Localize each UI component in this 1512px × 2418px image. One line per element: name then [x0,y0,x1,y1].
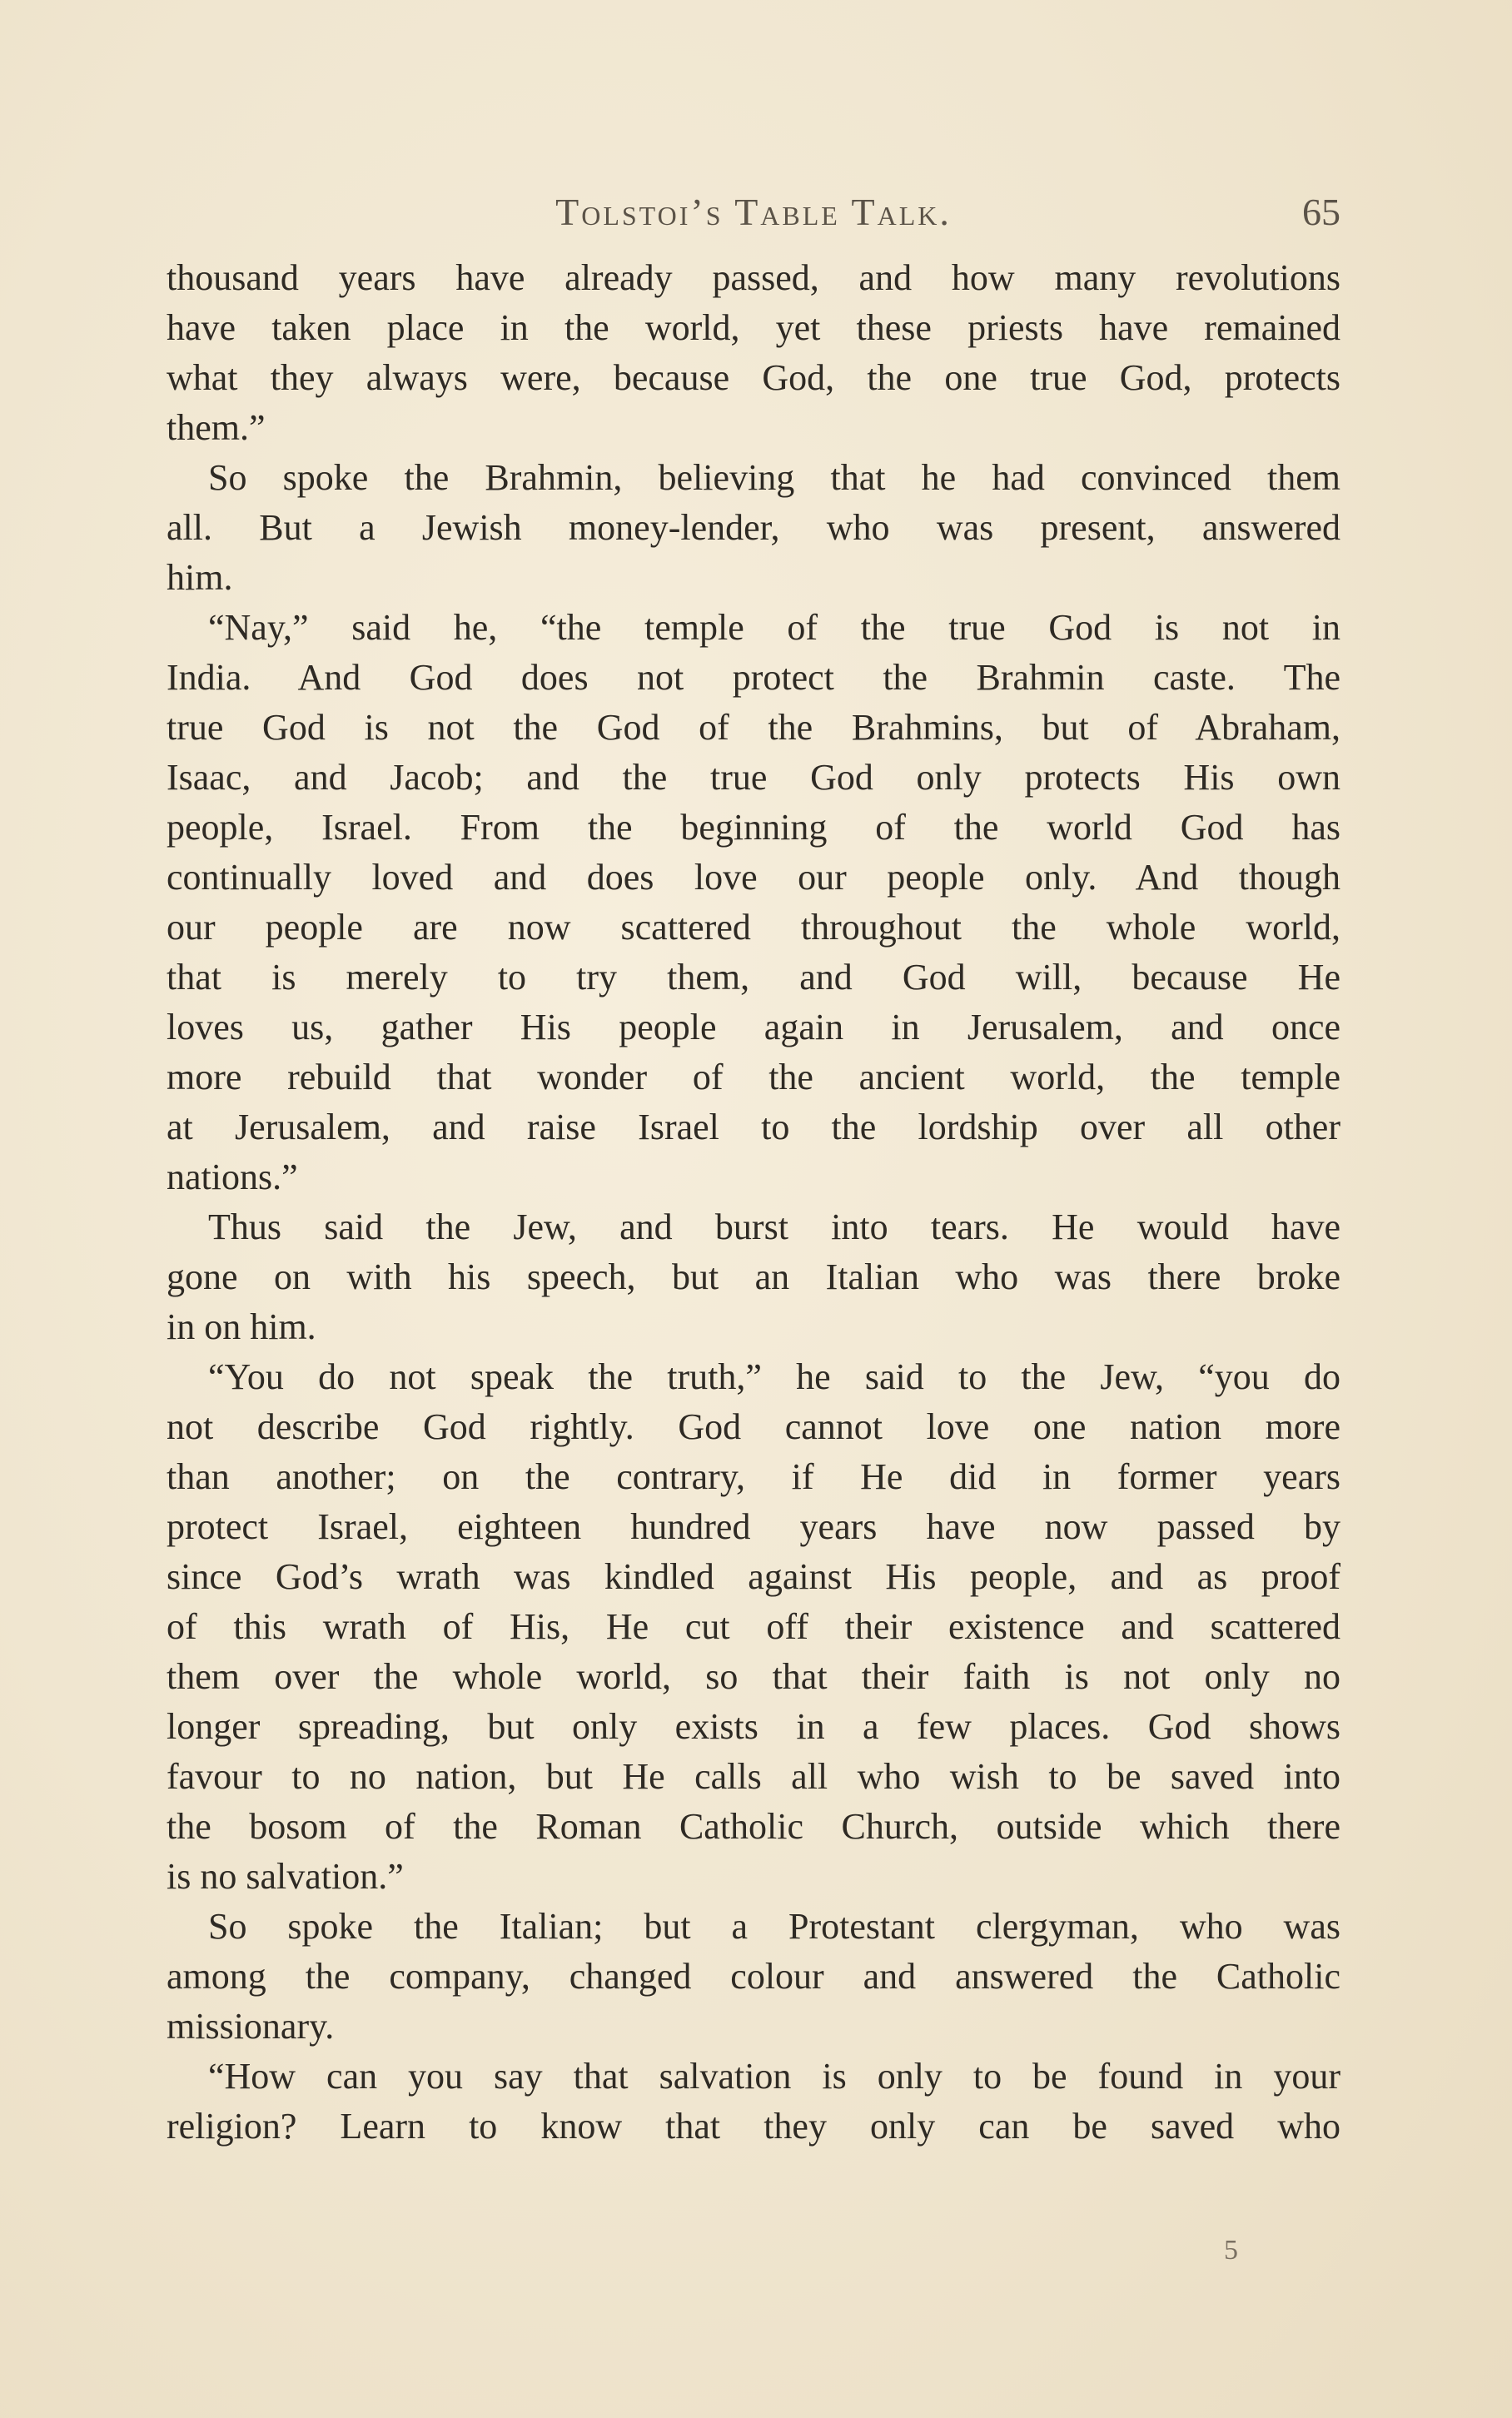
text-line: people, Israel. From the beginning of the world God has [167,807,1340,848]
text-line: not describe God rightly. God cannot love one nation more [167,1406,1340,1447]
text-line: more rebuild that wonder of the ancient world, the temple [167,1057,1340,1097]
text-line: gone on with his speech, but an Italian who was there broke [167,1256,1340,1297]
text-line: religion? Learn to know that they only can be saved who [167,2106,1340,2147]
text-line: have taken place in the world, yet these priests have remained [167,307,1340,348]
running-head [167,190,1340,240]
text-line: So spoke the Italian; but a Protestant clergyman, who was [208,1906,1340,1947]
text-line: among the company, changed colour and answered the Catholic [167,1956,1340,1997]
text-line: So spoke the Brahmin, believing that he had convinced them [208,457,1340,498]
text-line: longer spreading, but only exists in a few places. God shows [167,1706,1340,1747]
text-line: loves us, gather His people again in Jerusalem, and once [167,1007,1340,1047]
text-line: “How can you say that salvation is only to be found in your [208,2056,1340,2097]
text-line: “Nay,” said he, “the temple of the true God is not in [208,607,1340,648]
running-title: Tolstoi’s Table Talk. [555,191,952,233]
text-line: him. [167,557,233,598]
text-line: thousand years have already passed, and how many revolutions [167,257,1340,298]
text-line: of this wrath of His, He cut off their existence and scattered [167,1606,1340,1647]
text-line: Isaac, and Jacob; and the true God only protects His own [167,757,1340,798]
text-line: true God is not the God of the Brahmins, but of Abraham, [167,707,1340,748]
text-line: all. But a Jewish money-lender, who was present, answered [167,507,1340,548]
text-line: that is merely to try them, and God will, because He [167,957,1340,998]
text-line: continually loved and does love our people only. And though [167,857,1340,898]
text-line: “You do not speak the truth,” he said to the Jew, “you do [208,1356,1340,1397]
text-line: our people are now scattered throughout the whole world, [167,907,1340,948]
text-line: Thus said the Jew, and burst into tears. He would have [208,1207,1340,1247]
text-line: favour to no nation, but He calls all who wish to be saved into [167,1756,1340,1797]
text-line: at Jerusalem, and raise Israel to the lordship over all other [167,1107,1340,1147]
text-line: them over the whole world, so that their faith is not only no [167,1656,1340,1697]
page-number: 65 [1302,191,1340,233]
text-line: than another; on the contrary, if He did in former years [167,1456,1340,1497]
text-line: missionary. [167,2006,335,2047]
body-text [167,253,1340,2152]
text-line: nations.” [167,1157,298,1197]
text-line: in on him. [167,1306,316,1347]
text-line: the bosom of the Roman Catholic Church, outside which there [167,1806,1340,1847]
text-line: India. And God does not protect the Brahmin caste. The [167,657,1340,698]
signature-mark: 5 [1224,2235,1238,2266]
text-line: protect Israel, eighteen hundred years have now passed by [167,1506,1340,1547]
text-line: since God’s wrath was kindled against His people, and as proof [167,1556,1340,1597]
text-line: what they always were, because God, the one true God, protects [167,357,1340,398]
text-line: is no salvation.” [167,1856,404,1897]
text-line: them.” [167,407,266,448]
